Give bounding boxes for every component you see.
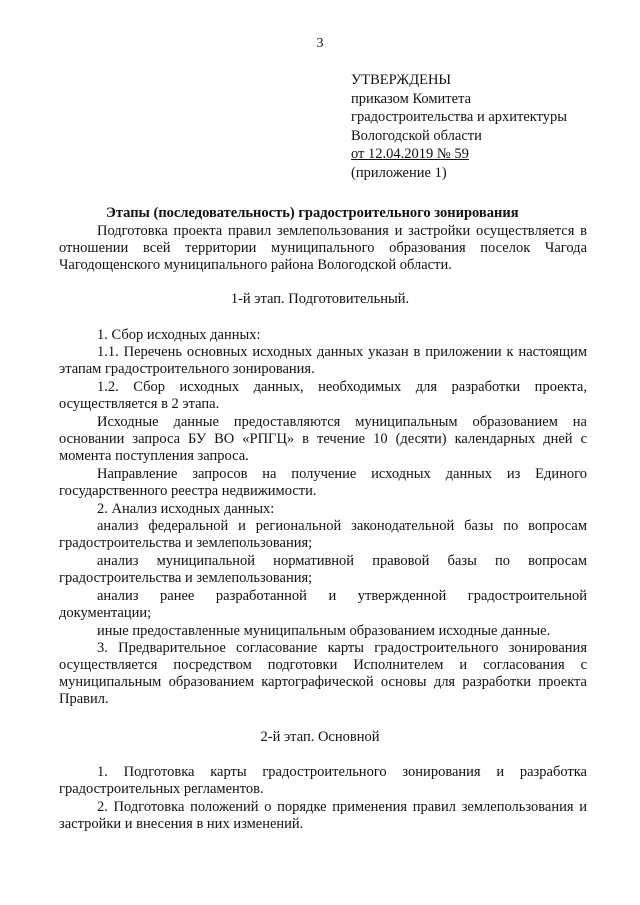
stage1-item: 1.1. Перечень основных исходных данных указан в приложении к настоящим этапам градостроительного зонирования.	[59, 344, 587, 377]
stage2-item: 2. Подготовка положений о порядке применения правил землепользования и застройки и внесения в них изменений.	[59, 799, 587, 832]
approval-block	[351, 71, 567, 182]
approval-line: приказом Комитета	[351, 90, 472, 107]
intro-paragraph: Подготовка проекта правил землепользования и застройки осуществляется в отношении всей территории муниципального образования поселок Чагода Чагодощенского муниципального района Вологодской области.	[59, 223, 587, 273]
stage1-item: анализ муниципальной нормативной правовой базы по вопросам градостроительства и землепользования;	[59, 553, 587, 586]
stage1-item: 1.2. Сбор исходных данных, необходимых для разработки проекта, осуществляется в 2 этапа.	[59, 379, 587, 412]
approval-line: градостроительства и архитектуры	[351, 109, 568, 125]
approval-line: Вологодской области	[351, 127, 482, 144]
stage2-heading: 2-й этап. Основной	[260, 729, 380, 745]
stage1-item: 3. Предварительное согласование карты градостроительного зонирования осуществляется посредством подготовки Исполнителем и согласования с муниципальным образованием картографической основы для разработки проекта Правил.	[59, 640, 587, 707]
stage1-item: иные предоставленные муниципальным образованием исходные данные.	[97, 623, 551, 639]
stage2-item: 1. Подготовка карты градостроительного зонирования и разработка градостроительных регламентов.	[59, 764, 587, 797]
stage1-item: анализ ранее разработанной и утвержденной градостроительной документации;	[59, 588, 587, 621]
stage1-item: анализ федеральной и региональной законодательной базы по вопросам градостроительства и землепользования;	[59, 518, 587, 551]
approval-appendix: (приложение 1)	[351, 164, 447, 181]
approval-date-number: от 12.04.2019 № 59	[351, 146, 469, 162]
stage1-heading: 1-й этап. Подготовительный.	[230, 291, 410, 307]
stage1-item: Направление запросов на получение исходных данных из Единого государственного реестра недвижимости.	[59, 466, 587, 499]
stage1-item: 2. Анализ исходных данных:	[97, 501, 275, 517]
page-number: 3	[316, 36, 324, 51]
stage1-item: Исходные данные предоставляются муниципальным образованием на основании запроса БУ ВО «РПГЦ» в течение 10 (десяти) календарных дней с момента поступления запроса.	[59, 414, 587, 464]
stage1-item: 1. Сбор исходных данных:	[97, 327, 261, 343]
approval-heading: УТВЕРЖДЕНЫ	[351, 72, 452, 88]
document-title: Этапы (последовательность) градостроительного зонирования	[106, 205, 519, 221]
